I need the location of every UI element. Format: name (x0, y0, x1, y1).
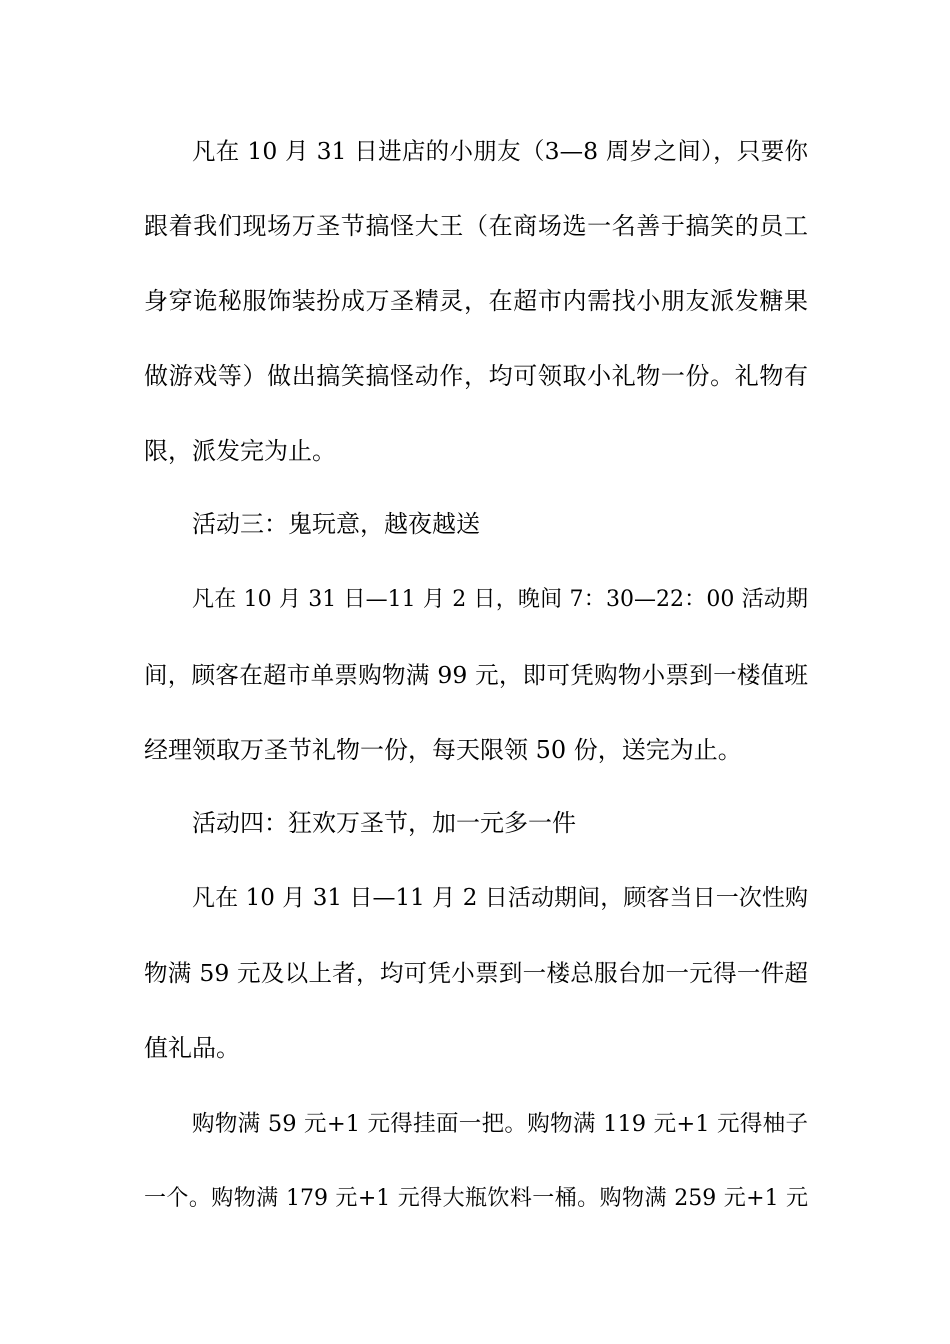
paragraph-line: 跟着我们现场万圣节搞怪大王（在商场选一名善于搞笑的员工 (144, 212, 808, 240)
paragraph-line: 凡在 10 月 31 日—11 月 2 日，晚间 7：30—22：00 活动期 (192, 587, 808, 612)
paragraph-line: 购物满 59 元+1 元得挂面一把。购物满 119 元+1 元得柚子 (192, 1111, 808, 1137)
paragraph-line: 一个。购物满 179 元+1 元得大瓶饮料一桶。购物满 259 元+1 元 (144, 1186, 808, 1211)
paragraph-line: 经理领取万圣节礼物一份，每天限领 50 份，送完为止。 (144, 736, 742, 764)
paragraph-line: 值礼品。 (144, 1034, 240, 1062)
paragraph-line: 做游戏等）做出搞笑搞怪动作，均可领取小礼物一份。礼物有 (144, 362, 808, 390)
paragraph-line: 身穿诡秘服饰装扮成万圣精灵，在超市内需找小朋友派发糖果 (144, 287, 808, 315)
section-heading-activity-4: 活动四：狂欢万圣节，加一元多一件 (192, 809, 576, 837)
paragraph-line: 限，派发完为止。 (144, 437, 336, 465)
paragraph-line: 间，顾客在超市单票购物满 99 元，即可凭购物小票到一楼值班 (144, 661, 808, 689)
paragraph-line: 凡在 10 月 31 日—11 月 2 日活动期间，顾客当日一次性购 (192, 885, 808, 911)
paragraph-line: 凡在 10 月 31 日进店的小朋友（3—8 周岁之间），只要你 (192, 137, 808, 165)
paragraph-line: 物满 59 元及以上者，均可凭小票到一楼总服台加一元得一件超 (144, 959, 808, 987)
section-heading-activity-3: 活动三：鬼玩意，越夜越送 (192, 510, 480, 538)
